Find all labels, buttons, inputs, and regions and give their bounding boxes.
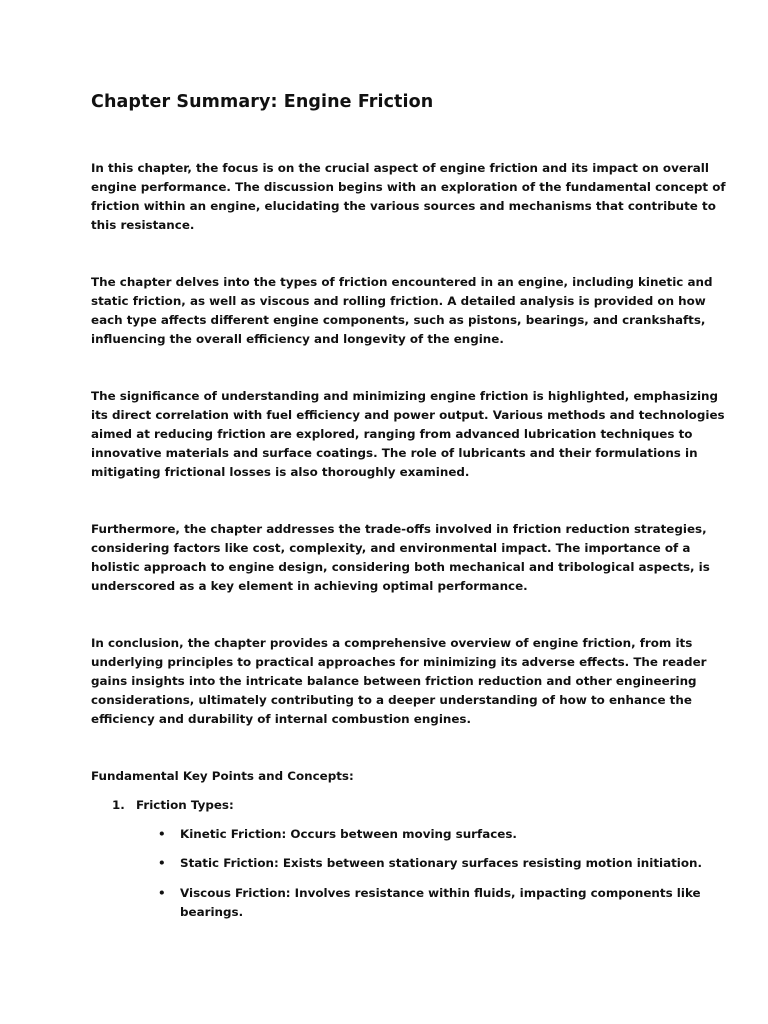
paragraph-friction-types — [91, 273, 713, 349]
paragraph-line: In conclusion, the chapter provides a comprehensive overview of engine friction, from its — [91, 636, 693, 650]
paragraph-line: holistic approach to engine design, considering both mechanical and tribological aspects, is — [91, 560, 710, 575]
paragraph-line: innovative materials and surface coatings. The role of lubricants and their formulations in — [91, 446, 698, 461]
bullet-icon: • — [158, 827, 166, 841]
document-title: Chapter Summary: Engine Friction — [91, 92, 434, 112]
bullet-line: Static Friction: Exists between stationary surfaces resisting motion initiation. — [180, 856, 703, 870]
paragraph-line: In this chapter, the focus is on the crucial aspect of engine friction and its impact on overall — [91, 161, 709, 175]
paragraph-line: its direct correlation with fuel efficiency and power output. Various methods and technologies — [91, 408, 725, 423]
bullet-icon: • — [158, 856, 166, 870]
bullet-line: Kinetic Friction: Occurs between moving surfaces. — [180, 827, 517, 841]
paragraph-line: this resistance. — [91, 218, 195, 233]
paragraph-intro — [91, 159, 726, 235]
paragraph-line: each type affects different engine components, such as pistons, bearings, and crankshafts, — [91, 313, 706, 328]
paragraph-line: considerations, ultimately contributing to a deeper understanding of how to enhance the — [91, 693, 692, 708]
paragraph-line: efficiency and durability of internal combustion engines. — [91, 712, 472, 727]
list-number: 1. — [112, 798, 125, 812]
paragraph-line: gains insights into the intricate balance between friction reduction and other engineering — [91, 674, 697, 689]
paragraph-line: underlying principles to practical approaches for minimizing its adverse effects. The reader — [91, 655, 707, 670]
paragraph-line: considering factors like cost, complexity, and environmental impact. The importance of a — [91, 541, 691, 556]
bullet-text — [180, 825, 700, 844]
bullet-line: Viscous Friction: Involves resistance within fluids, impacting components like — [180, 886, 701, 900]
paragraph-line: Furthermore, the chapter addresses the trade-offs involved in friction reduction strategies, — [91, 522, 707, 536]
paragraph-line: underscored as a key element in achieving optimal performance. — [91, 579, 528, 594]
paragraph-line: engine performance. The discussion begins with an exploration of the fundamental concept of — [91, 180, 726, 195]
paragraph-conclusion — [91, 634, 707, 729]
paragraph-line: static friction, as well as viscous and rolling friction. A detailed analysis is provided on how — [91, 294, 706, 309]
paragraph-line: The significance of understanding and minimizing engine friction is highlighted, emphasizing — [91, 389, 719, 403]
list-item-label: Friction Types: — [136, 798, 234, 812]
key-points-heading: Fundamental Key Points and Concepts: — [91, 769, 354, 783]
bullet-text — [180, 884, 700, 922]
paragraph-line: influencing the overall efficiency and longevity of the engine. — [91, 332, 504, 347]
numbered-list-item — [112, 796, 234, 815]
bullet-line: bearings. — [180, 905, 244, 920]
bullet-text — [180, 854, 703, 873]
paragraph-line: aimed at reducing friction are explored, ranging from advanced lubrication techniques to — [91, 427, 693, 442]
bullet-icon: • — [158, 886, 166, 900]
paragraph-significance — [91, 387, 725, 482]
paragraph-line: mitigating frictional losses is also thoroughly examined. — [91, 465, 470, 480]
paragraph-line: The chapter delves into the types of friction encountered in an engine, including kinetic and — [91, 275, 713, 289]
paragraph-line: friction within an engine, elucidating the various sources and mechanisms that contribute to — [91, 199, 716, 214]
paragraph-tradeoffs — [91, 520, 710, 596]
